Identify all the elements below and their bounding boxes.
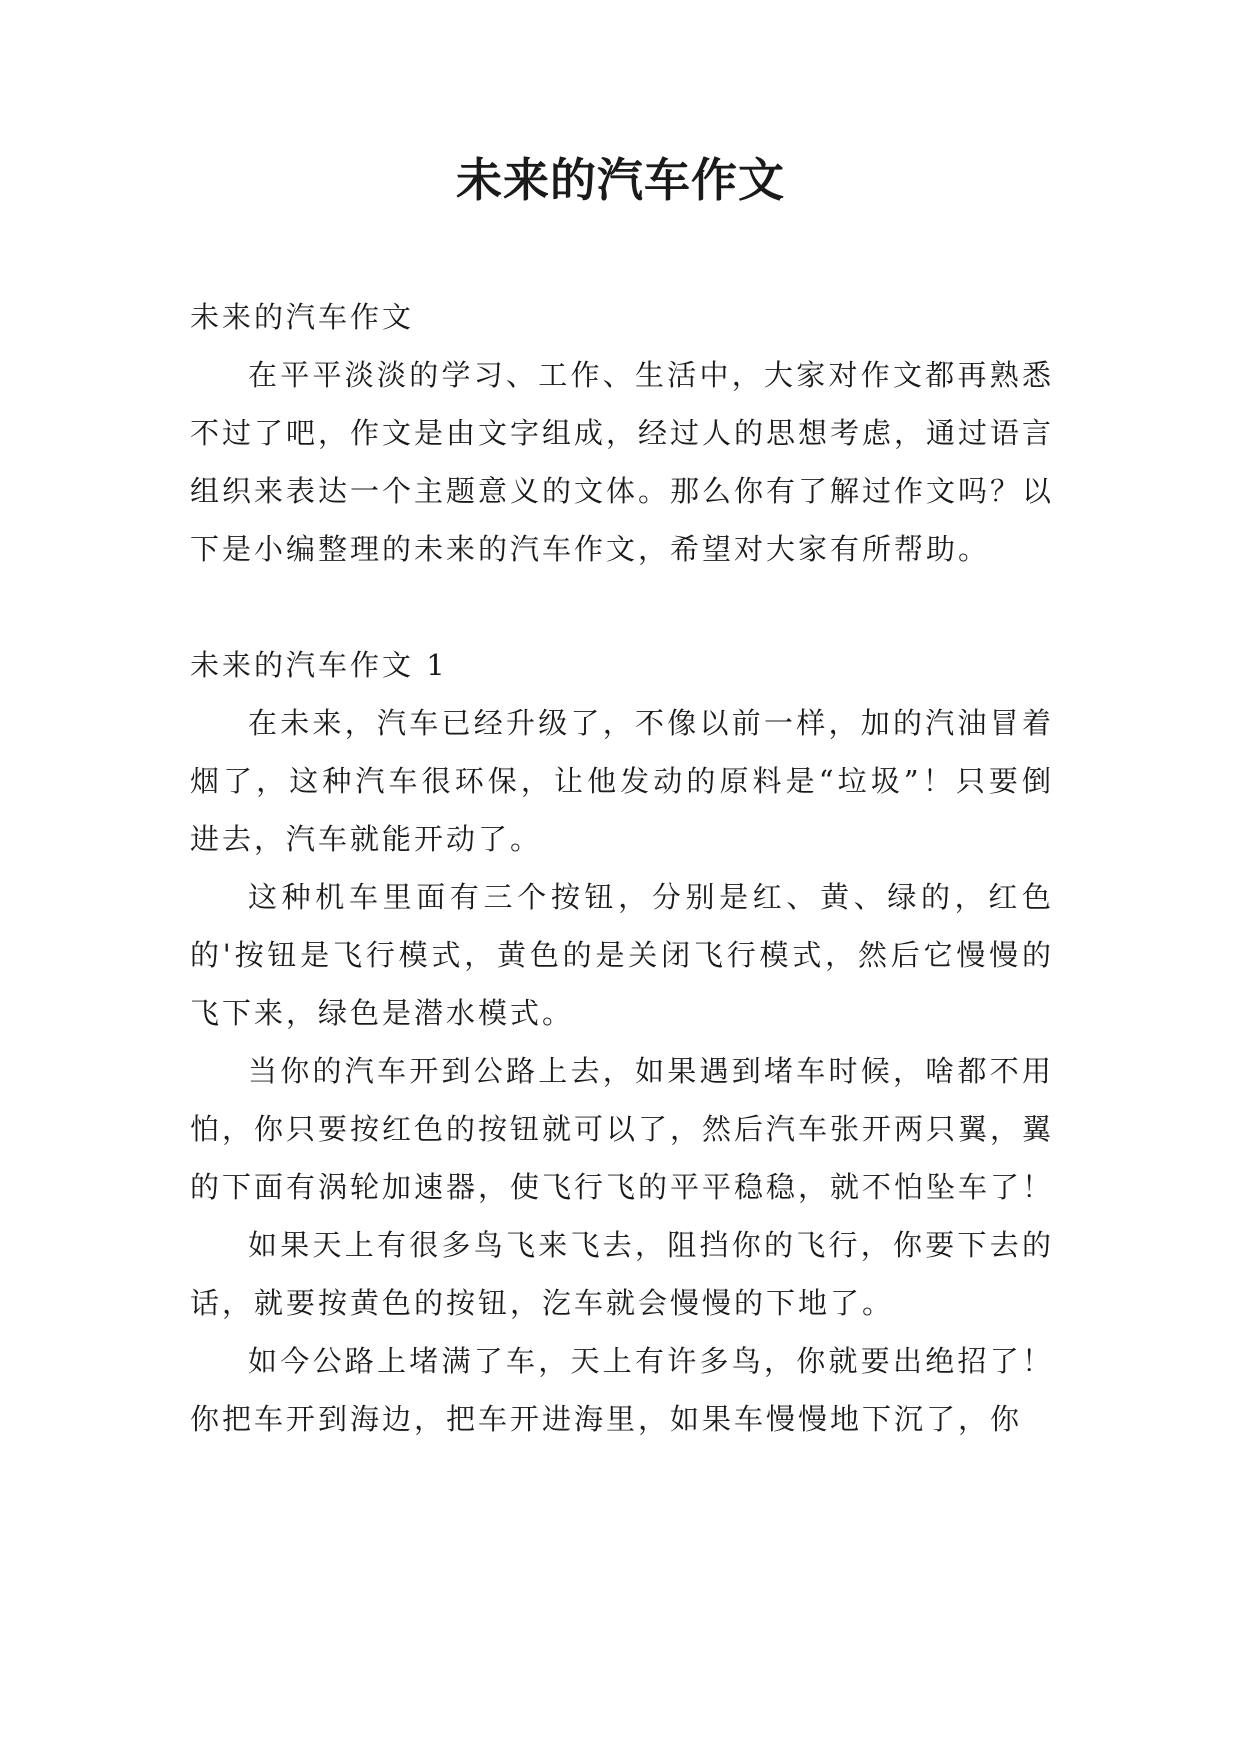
intro-heading: 未来的汽车作文 (190, 300, 415, 334)
intro-paragraph: 在平平淡淡的学习、工作、生活中，大家对作文都再熟悉不过了吧，作文是由文字组成，经过人的思想考虑，通过语言组织来表达一个主题意义的文体。那么你有了解过作文吗？以下是小编整理的未来的汽车作文，希望对大家有所帮助。 (190, 358, 1055, 566)
body-paragraph: 这种机车里面有三个按钮，分别是红、黄、绿的，红色的'按钮是飞行模式，黄色的是关闭飞行模式，然后它慢慢的飞下来，绿色是潜水模式。 (190, 880, 1054, 1030)
body-paragraph: 在未来，汽车已经升级了，不像以前一样，加的汽油冒着烟了，这种汽车很环保，让他发动的原料是“垃圾”！只要倒进去，汽车就能开动了。 (190, 706, 1054, 856)
body-paragraph: 如今公路上堵满了车，天上有许多鸟，你就要出绝招了！你把车开到海边，把车开进海里，如果车慢慢地下沉了，你 (190, 1344, 1054, 1436)
body-paragraph: 如果天上有很多鸟飞来飞去，阻挡你的飞行，你要下去的话，就要按黄色的按钮，汔车就会慢慢的下地了。 (190, 1228, 1054, 1320)
body-paragraph: 当你的汽车开到公路上去，如果遇到堵车时候，啥都不用怕，你只要按红色的按钮就可以了，然后汽车张开两只翼，翼的下面有涡轮加速器，使飞行飞的平平稳稳，就不怕坠车了！ (190, 1054, 1055, 1204)
document-body (190, 288, 1054, 1448)
section-heading: 未来的汽车作文 1 (190, 648, 448, 682)
section-spacer (190, 578, 1054, 636)
document-title: 未来的汽车作文 (456, 153, 785, 207)
